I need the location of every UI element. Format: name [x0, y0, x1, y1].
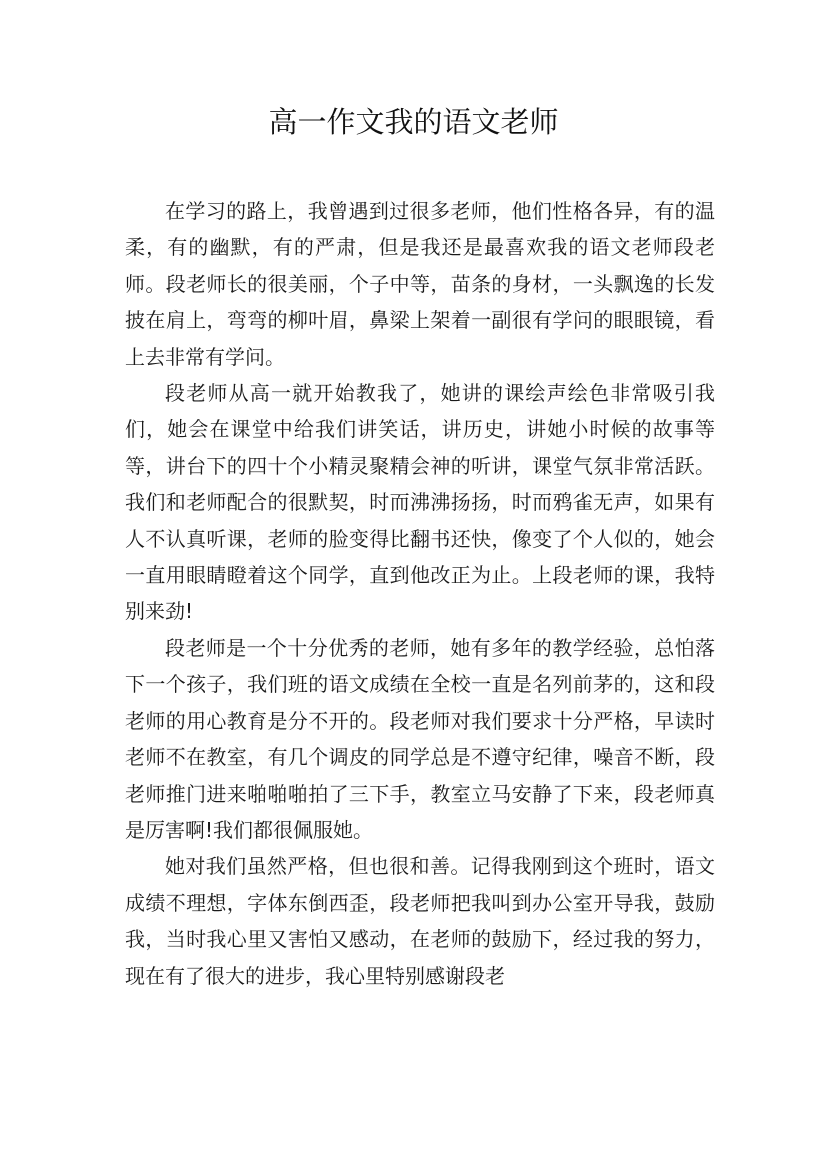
document-body: [125, 193, 715, 994]
document-title: 高一作文我的语文老师: [268, 105, 559, 139]
paragraph-3: 段老师是一个十分优秀的老师，她有多年的教学经验，总怕落下一个孩子，我们班的语文成绩在全校一直是名列前茅的，这和段老师的用心教育是分不开的。段老师对我们要求十分严格，早读时老师不在教室，有几个调皮的同学总是不遵守纪律，噪音不断，段老师推门进来啪啪啪拍了三下手，教室立马安静了下来，段老师真是厉害啊!我们都很佩服她。: [125, 635, 715, 842]
paragraph-2: 段老师从高一就开始教我了，她讲的课绘声绘色非常吸引我们，她会在课堂中给我们讲笑话，讲历史，讲她小时候的故事等等，讲台下的四十个小精灵聚精会神的听讲，课堂气氛非常活跃。我们和老师配合的很默契，时而沸沸扬扬，时而鸦雀无声，如果有人不认真听课，老师的脸变得比翻书还快，像变了个人似的，她会一直用眼睛瞪着这个同学，直到他改正为止。上段老师的课，我特别来劲!: [125, 381, 715, 624]
paragraph-4: 她对我们虽然严格，但也很和善。记得我刚到这个班时，语文成绩不理想，字体东倒西歪，段老师把我叫到办公室开导我，鼓励我，当时我心里又害怕又感动，在老师的鼓励下，经过我的努力，现在有了很大的进步，我心里特别感谢段老: [125, 854, 715, 988]
paragraph-1: 在学习的路上，我曾遇到过很多老师，他们性格各异，有的温柔，有的幽默，有的严肃，但是我还是最喜欢我的语文老师段老师。段老师长的很美丽，个子中等，苗条的身材，一头飘逸的长发披在肩上，弯弯的柳叶眉，鼻梁上架着一副很有学问的眼眼镜，看上去非常有学问。: [125, 199, 715, 369]
